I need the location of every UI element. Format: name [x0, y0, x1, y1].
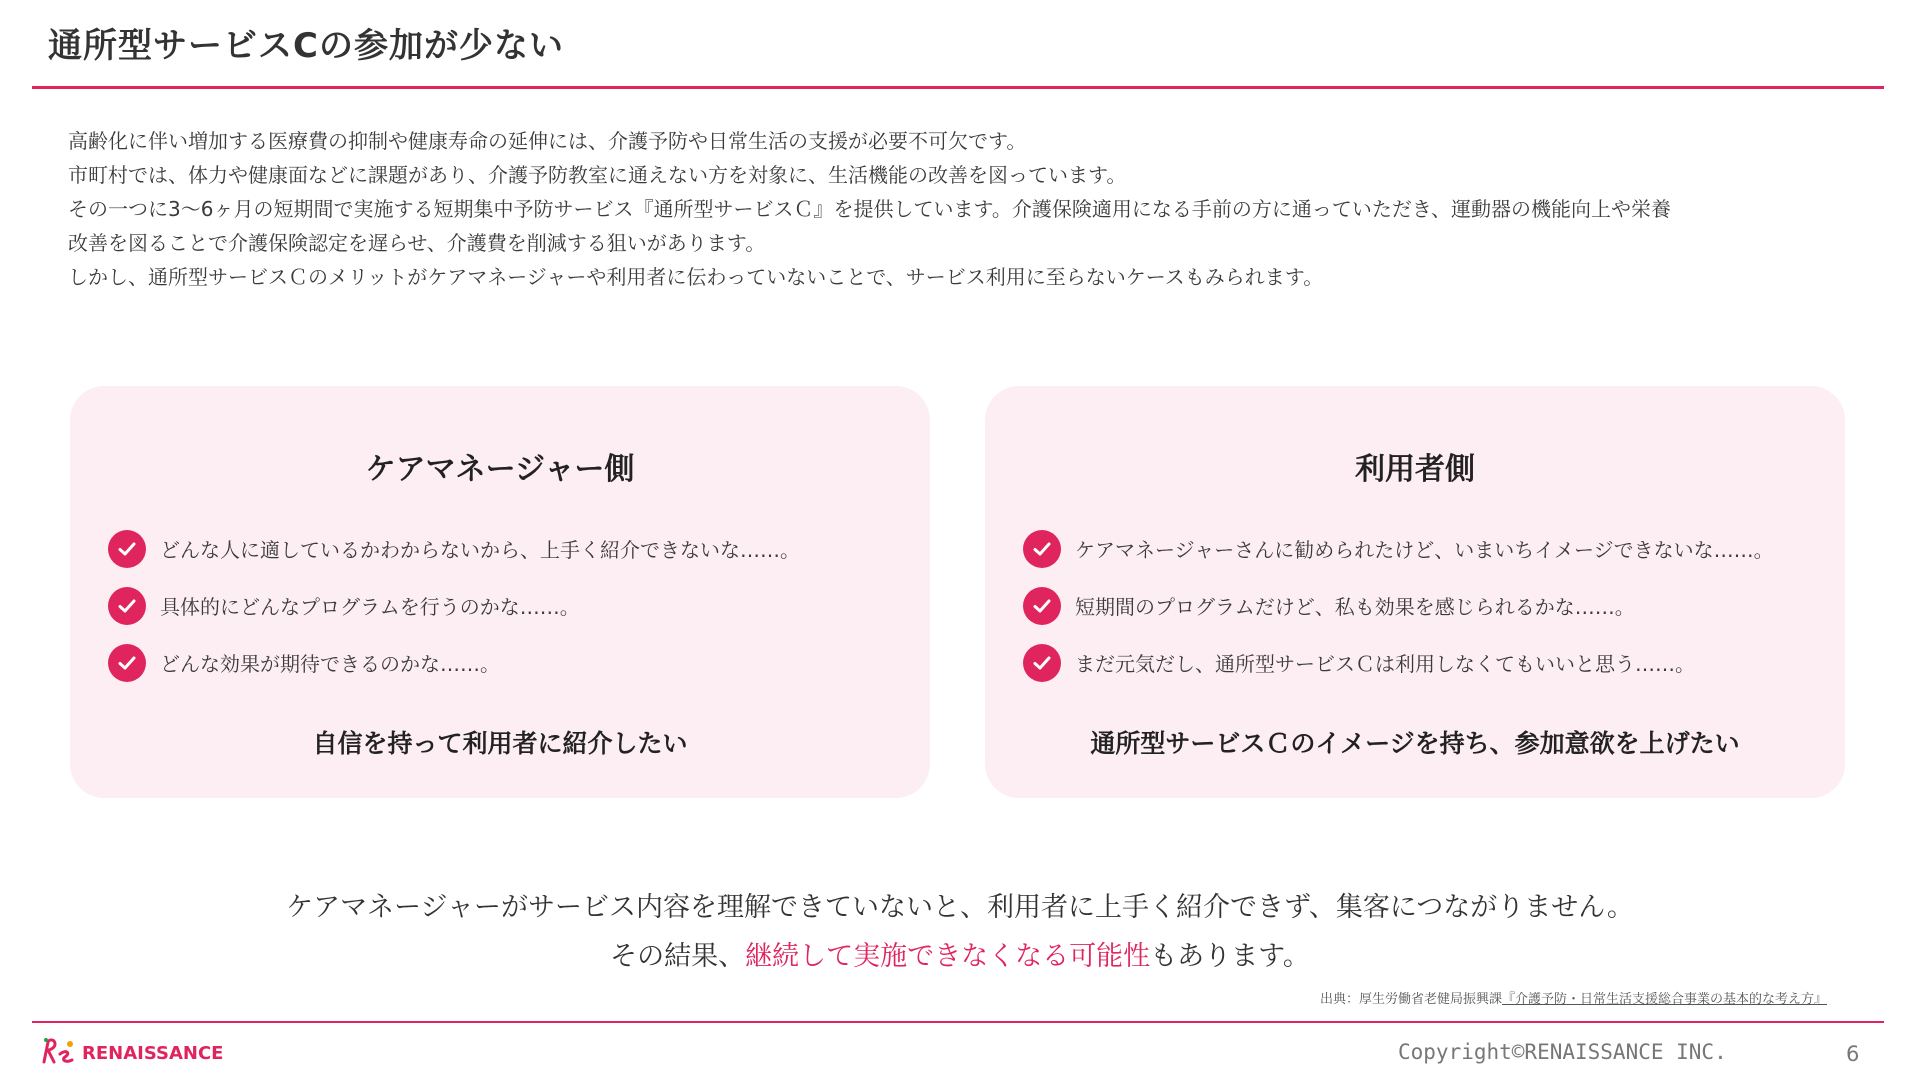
concern-text: まだ元気だし、通所型サービスＣは利用しなくてもいいと思う……。 [1075, 652, 1695, 676]
check-circle-icon [1023, 587, 1061, 625]
copyright: Copyright©RENAISSANCE INC. [1398, 1040, 1727, 1064]
page-number: 6 [1846, 1042, 1860, 1066]
concern-text: ケアマネージャーさんに勧められたけど、いまいちイメージできないな……。 [1075, 538, 1774, 562]
check-circle-icon [1023, 530, 1061, 568]
intro-line: しかし、通所型サービスＣのメリットがケアマネージャーや利用者に伝わっていないことで、サービス利用に至らないケースもみられます。 [68, 265, 1324, 289]
concern-item [1023, 520, 1835, 577]
summary-line [0, 934, 1920, 973]
check-circle-icon [108, 530, 146, 568]
source-link[interactable]: 『介護予防・日常生活支援総合事業の基本的な考え方』 [1501, 992, 1827, 1007]
title-divider [32, 86, 1884, 89]
concern-item [108, 577, 920, 634]
intro-line: その一つに3〜6ヶ月の短期間で実施する短期集中予防サービス『通所型サービスＣ』を提供しています。介護保険適用になる手前の方に通っていただき、運動器の機能向上や栄養 [68, 197, 1672, 221]
summary-line: ケアマネージャーがサービス内容を理解できていないと、利用者に上手く紹介できず、集客につながりません。 [286, 892, 1634, 923]
concern-text: 短期間のプログラムだけど、私も効果を感じられるかな……。 [1075, 595, 1635, 619]
source-citation [1320, 988, 1827, 1007]
concern-text: 具体的にどんなプログラムを行うのかな……。 [160, 595, 580, 619]
user-card [985, 386, 1845, 798]
logo-text: RENAISSANCE [82, 1042, 224, 1064]
concern-item [108, 634, 920, 691]
concern-text: どんな人に適しているかわからないから、上手く紹介できないな……。 [160, 538, 800, 562]
intro-line: 改善を図ることで介護保険認定を遅らせ、介護費を削減する狙いがあります。 [68, 231, 766, 255]
card-conclusion: 自信を持って利用者に紹介したい [312, 729, 688, 758]
summary-prefix: その結果、 [610, 941, 746, 972]
company-logo [40, 1036, 223, 1070]
check-circle-icon [108, 587, 146, 625]
summary-suffix: もあります。 [1150, 941, 1310, 972]
card-heading: 利用者側 [1355, 452, 1475, 487]
page-title: 通所型サービスCの参加が少ない [48, 26, 564, 66]
card-heading: ケアマネージャー側 [365, 452, 635, 487]
summary-highlight: 継続して実施できなくなる可能性 [745, 941, 1151, 972]
intro-text [68, 124, 1848, 294]
card-conclusion: 通所型サービスＣのイメージを持ち、参加意欲を上げたい [1090, 729, 1740, 758]
concern-list [108, 520, 920, 691]
footer-divider [32, 1021, 1884, 1023]
concern-item [1023, 577, 1835, 634]
check-circle-icon [108, 644, 146, 682]
care-manager-card [70, 386, 930, 798]
renaissance-logo-icon [40, 1036, 76, 1070]
concern-item [108, 520, 920, 577]
source-prefix: 出典：厚生労働省老健局振興課 [1319, 992, 1502, 1007]
intro-line: 市町村では、体力や健康面などに課題があり、介護予防教室に通えない方を対象に、生活機能の改善を図っています。 [68, 163, 1127, 187]
concern-text: どんな効果が期待できるのかな……。 [160, 652, 500, 676]
concern-list [1023, 520, 1835, 691]
concern-item [1023, 634, 1835, 691]
check-circle-icon [1023, 644, 1061, 682]
intro-line: 高齢化に伴い増加する医療費の抑制や健康寿命の延伸には、介護予防や日常生活の支援が必要不可欠です。 [68, 129, 1027, 153]
